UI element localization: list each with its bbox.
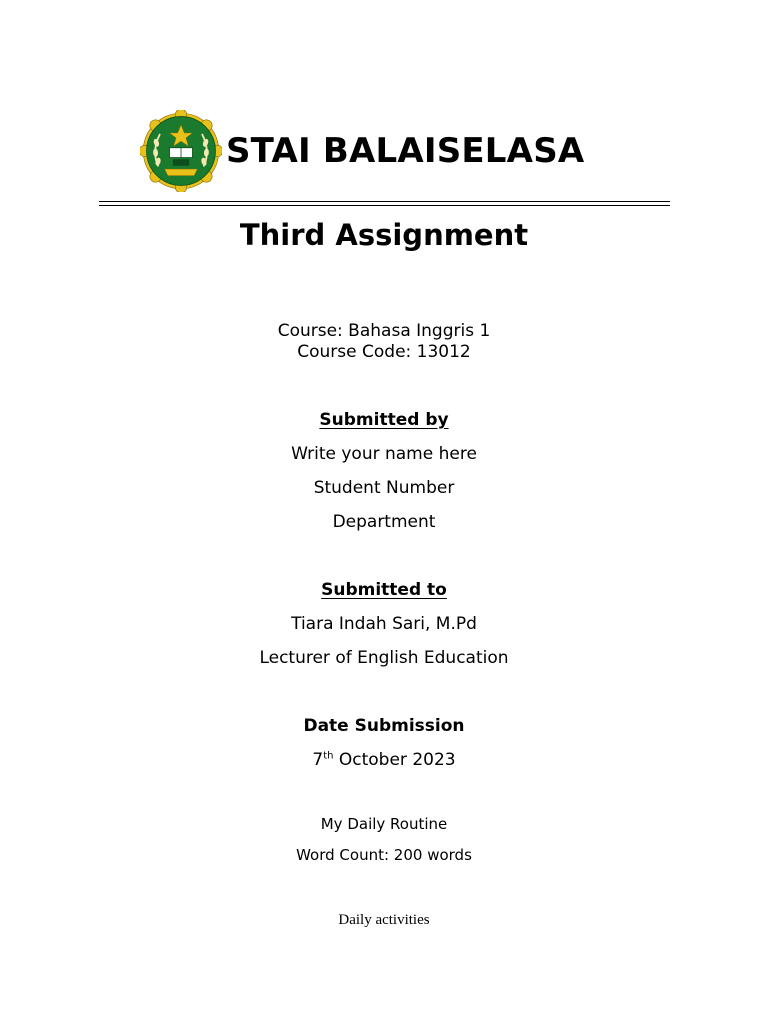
essay-word-count: Word Count: 200 words	[296, 846, 472, 864]
document-header	[140, 110, 584, 192]
date-ordinal-suffix: th	[323, 750, 334, 762]
header-divider	[99, 201, 670, 206]
document-title: Third Assignment	[239, 218, 529, 252]
submitted-to-label: Submitted to	[321, 580, 447, 600]
submission-date	[0, 750, 768, 770]
student-department: Department	[332, 512, 436, 532]
lecturer-name: Tiara Indah Sari, M.Pd	[291, 614, 477, 634]
date-submission-label: Date Submission	[303, 716, 465, 736]
course-code: Course Code: 13012	[297, 342, 471, 362]
essay-first-line: Daily activities	[338, 912, 430, 928]
submitted-by-label: Submitted by	[319, 410, 449, 430]
student-name: Write your name here	[291, 444, 477, 464]
student-number: Student Number	[313, 478, 455, 498]
institution-name: STAI BALAISELASA	[226, 131, 585, 171]
university-seal-icon	[140, 110, 222, 192]
date-day: 7	[312, 750, 324, 770]
course-name: Course: Bahasa Inggris 1	[277, 321, 491, 341]
date-month-year: October 2023	[333, 750, 456, 770]
lecturer-position: Lecturer of English Education	[259, 648, 509, 668]
essay-topic: My Daily Routine	[320, 815, 448, 833]
